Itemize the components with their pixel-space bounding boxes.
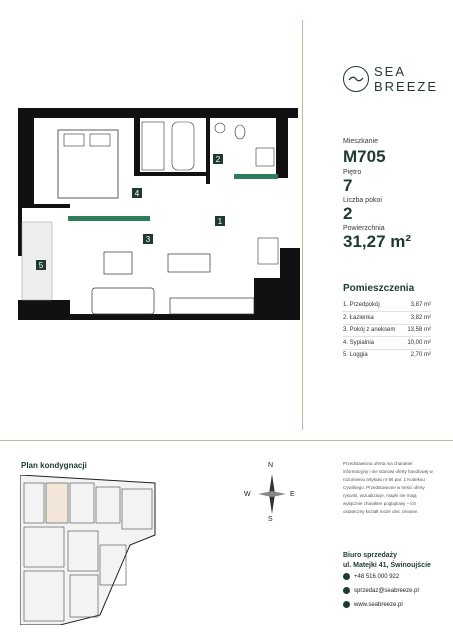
- email-link[interactable]: sprzedaz@seabreeze.pl: [354, 588, 419, 595]
- wall-bottom: [70, 314, 260, 320]
- room-number: 5: [38, 261, 44, 270]
- coffee-table: [104, 252, 132, 274]
- office-title: Biuro sprzedaży: [343, 552, 398, 559]
- floor-plan-title: Plan kondygnacji: [21, 461, 87, 470]
- area-label: Powierzchnia: [343, 225, 385, 232]
- room-number: 4: [134, 189, 140, 198]
- wall-bath-bottom: [134, 172, 206, 176]
- office-address: ul. Matejki 41, Świnoujście: [343, 562, 431, 569]
- wave-icon: [343, 66, 369, 92]
- globe-icon: [343, 601, 350, 608]
- room-area: 13,58 m²: [407, 327, 431, 333]
- floor-label: Piętro: [343, 169, 362, 176]
- rooms-section-title: Pomieszczenia: [343, 283, 415, 294]
- disclaimer-text: Przedstawiona oferta ma charakter informacyjny i nie stanowi oferty handlowej w rozumieniu artykułu nr 66 par. 1 Kodeksu Cywilnego. Przedstawione w treści oferty rysunki, wizualizacje, mapki nie mają wyłącznie charakter poglądowy – ich ostateczny kształt może ulec zmianie.: [343, 461, 433, 514]
- email-icon: [343, 587, 350, 594]
- room-name: 1. Przedpokój: [343, 302, 380, 308]
- building-floor-plan: [20, 475, 160, 625]
- wall-bath-right: [206, 118, 210, 184]
- phone-number[interactable]: +48 516 000 922: [354, 574, 400, 581]
- compass-w: W: [244, 491, 251, 498]
- apartment-label: Mieszkanie: [343, 138, 379, 145]
- compass-e: E: [290, 491, 295, 498]
- wall-top: [18, 108, 298, 118]
- wall-bedroom-bottom: [34, 204, 70, 208]
- sliding-door: [68, 216, 150, 221]
- brand-line-2: BREEZE: [374, 79, 439, 94]
- sofa: [92, 288, 154, 314]
- room-number: 3: [145, 235, 151, 244]
- row-divider: [343, 324, 431, 325]
- room-name: 4. Sypialnia: [343, 340, 375, 346]
- bathtub: [172, 122, 194, 170]
- rooms-label: Liczba pokoi: [343, 197, 382, 204]
- sink: [215, 123, 225, 133]
- room-area: 3,82 m²: [410, 315, 431, 321]
- pillow: [64, 134, 84, 146]
- phone-icon: [343, 573, 350, 580]
- brand-line-1: SEA: [374, 64, 407, 79]
- dining-table: [168, 254, 210, 272]
- rooms-value: 2: [343, 204, 353, 223]
- wall-left-upper: [18, 108, 34, 208]
- horizontal-divider: [0, 440, 453, 441]
- wall-right-lower: [280, 248, 300, 288]
- wall-right-upper: [276, 108, 288, 178]
- apartment-floor-plan: [18, 108, 300, 330]
- room-row: [343, 302, 431, 308]
- row-divider: [343, 311, 431, 312]
- wardrobe: [234, 174, 278, 179]
- room-name: 5. Loggia: [343, 352, 368, 358]
- shower: [142, 122, 164, 170]
- washing-machine: [256, 148, 274, 166]
- website-link[interactable]: www.seabreeze.pl: [354, 602, 403, 609]
- compass-s: S: [268, 516, 273, 523]
- wall-bath-left: [134, 118, 140, 174]
- kitchen-counter: [170, 298, 254, 314]
- wall-left-loggia: [18, 208, 22, 256]
- wall-bottom-left: [18, 300, 70, 320]
- room-area: 3,87 m²: [410, 302, 431, 308]
- room-row: [343, 340, 431, 346]
- floor-value: 7: [343, 176, 353, 195]
- wardrobe-closet: [258, 238, 278, 264]
- room-area: 10,00 m²: [407, 340, 431, 346]
- email-row[interactable]: [343, 587, 419, 594]
- highlighted-apartment: [46, 483, 68, 523]
- row-divider: [343, 349, 431, 350]
- apartment-number: M705: [343, 147, 386, 166]
- bed: [58, 130, 118, 198]
- row-divider: [343, 336, 431, 337]
- room-row: [343, 315, 431, 321]
- brand-logo: [343, 60, 443, 100]
- compass-n: N: [268, 462, 274, 469]
- room-name: 2. Łazienka: [343, 315, 374, 321]
- toilet: [235, 125, 245, 139]
- room-row: [343, 327, 431, 333]
- room-row: [343, 352, 431, 358]
- area-value: 31,27 m²: [343, 232, 412, 251]
- brand-name: [374, 64, 438, 94]
- room-number: 2: [215, 155, 221, 164]
- vertical-divider: [302, 20, 303, 430]
- pillow: [90, 134, 110, 146]
- phone-row[interactable]: [343, 573, 399, 580]
- website-row[interactable]: [343, 601, 403, 608]
- room-number: 1: [217, 217, 223, 226]
- room-area: 2,70 m²: [410, 352, 431, 358]
- room-name: 3. Pokój z aneksem: [343, 327, 396, 333]
- compass-rose-icon: [254, 472, 290, 516]
